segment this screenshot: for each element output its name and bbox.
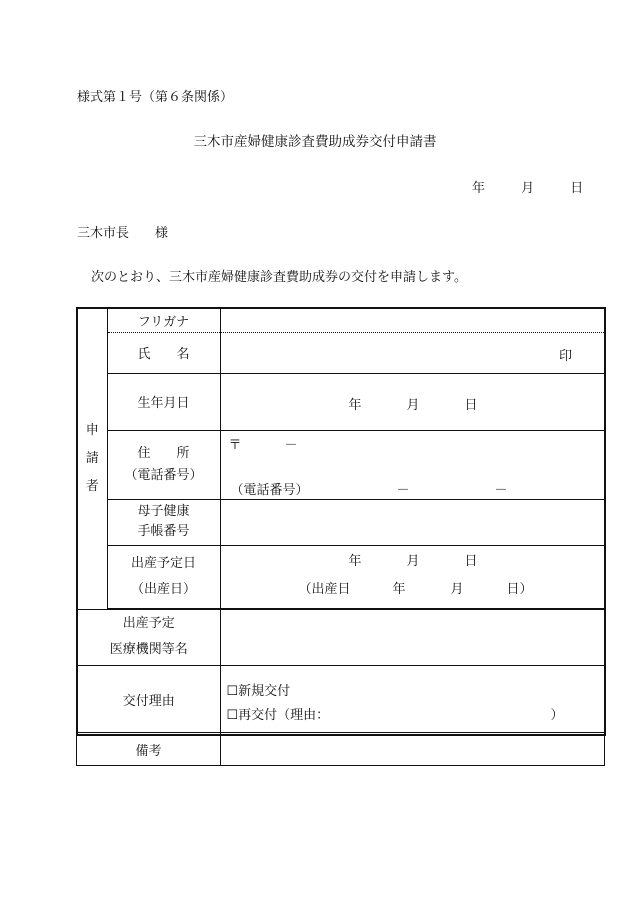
due-date-field[interactable]	[220, 545, 605, 608]
handbook-label-line2: 手帳番号	[137, 524, 190, 539]
applicant-side-label	[77, 308, 107, 609]
addressee: 三木市長 様	[77, 226, 169, 241]
due-date-label	[107, 545, 220, 608]
name-field[interactable]	[220, 332, 605, 373]
birth-day-label: 日	[464, 397, 478, 413]
due-day-label: 日	[464, 553, 478, 569]
postal-dash: －	[284, 437, 298, 453]
date-month-label: 月	[521, 181, 535, 196]
seal-mark: 印	[558, 348, 572, 364]
handbook-label	[107, 499, 220, 545]
applicant-char-1: 申	[85, 422, 99, 438]
address-label	[107, 430, 220, 499]
due-month-label: 月	[406, 553, 420, 569]
due-date-label-line2: （出産日）	[130, 581, 196, 597]
application-table	[76, 307, 606, 736]
intro-text: 次のとおり、三木市産婦健康診査費助成券の交付を申請します。	[91, 270, 467, 285]
address-label-line2: （電話番号）	[124, 467, 203, 483]
birth-actual-open: （出産日	[298, 581, 351, 597]
birth-actual-year: 年	[392, 581, 406, 597]
application-date	[472, 177, 583, 196]
due-date-label-line1: 出産予定日	[130, 555, 196, 571]
facility-label-line1: 出産予定	[122, 616, 175, 631]
reissue-reason-close: ）	[550, 707, 564, 723]
applicant-char-3: 者	[85, 478, 99, 494]
reason-label: 交付理由	[77, 665, 220, 735]
phone-dash-1: －	[396, 482, 410, 498]
form-number: 様式第１号（第６条関係）	[77, 90, 234, 105]
new-issue-checkbox[interactable]: ☐新規交付	[226, 683, 291, 699]
form-title: 三木市産婦健康診査費助成券交付申請書	[193, 134, 437, 150]
reissue-checkbox[interactable]: ☐再交付（理由：	[226, 707, 330, 723]
handbook-label-line1: 母子健康	[137, 504, 190, 519]
furigana-field[interactable]	[220, 308, 605, 332]
birth-year-label: 年	[348, 397, 362, 413]
date-year-label: 年	[472, 181, 486, 196]
phone-label: （電話番号）	[230, 482, 309, 498]
facility-field[interactable]	[220, 609, 605, 665]
remarks-label: 備考	[77, 733, 221, 766]
birthdate-label: 生年月日	[107, 373, 220, 430]
remarks-field[interactable]	[221, 733, 605, 766]
birth-month-label: 月	[406, 397, 420, 413]
phone-dash-2: －	[494, 482, 508, 498]
address-label-line1: 住 所	[137, 445, 190, 461]
due-year-label: 年	[348, 553, 362, 569]
remarks-table	[76, 732, 605, 766]
reason-field	[220, 665, 605, 735]
facility-label-line2: 医療機関等名	[109, 642, 188, 657]
address-field[interactable]	[220, 430, 605, 499]
applicant-char-2: 請	[85, 450, 99, 466]
birth-actual-month: 月	[450, 581, 464, 597]
birth-actual-day: 日）	[506, 581, 533, 597]
birthdate-field[interactable]	[220, 373, 605, 430]
name-label: 氏 名	[107, 332, 220, 373]
postal-mark: 〒	[228, 437, 242, 453]
furigana-label: フリガナ	[107, 308, 220, 332]
date-day-label: 日	[570, 181, 584, 196]
facility-label	[77, 609, 220, 665]
handbook-number-field[interactable]	[220, 499, 605, 545]
